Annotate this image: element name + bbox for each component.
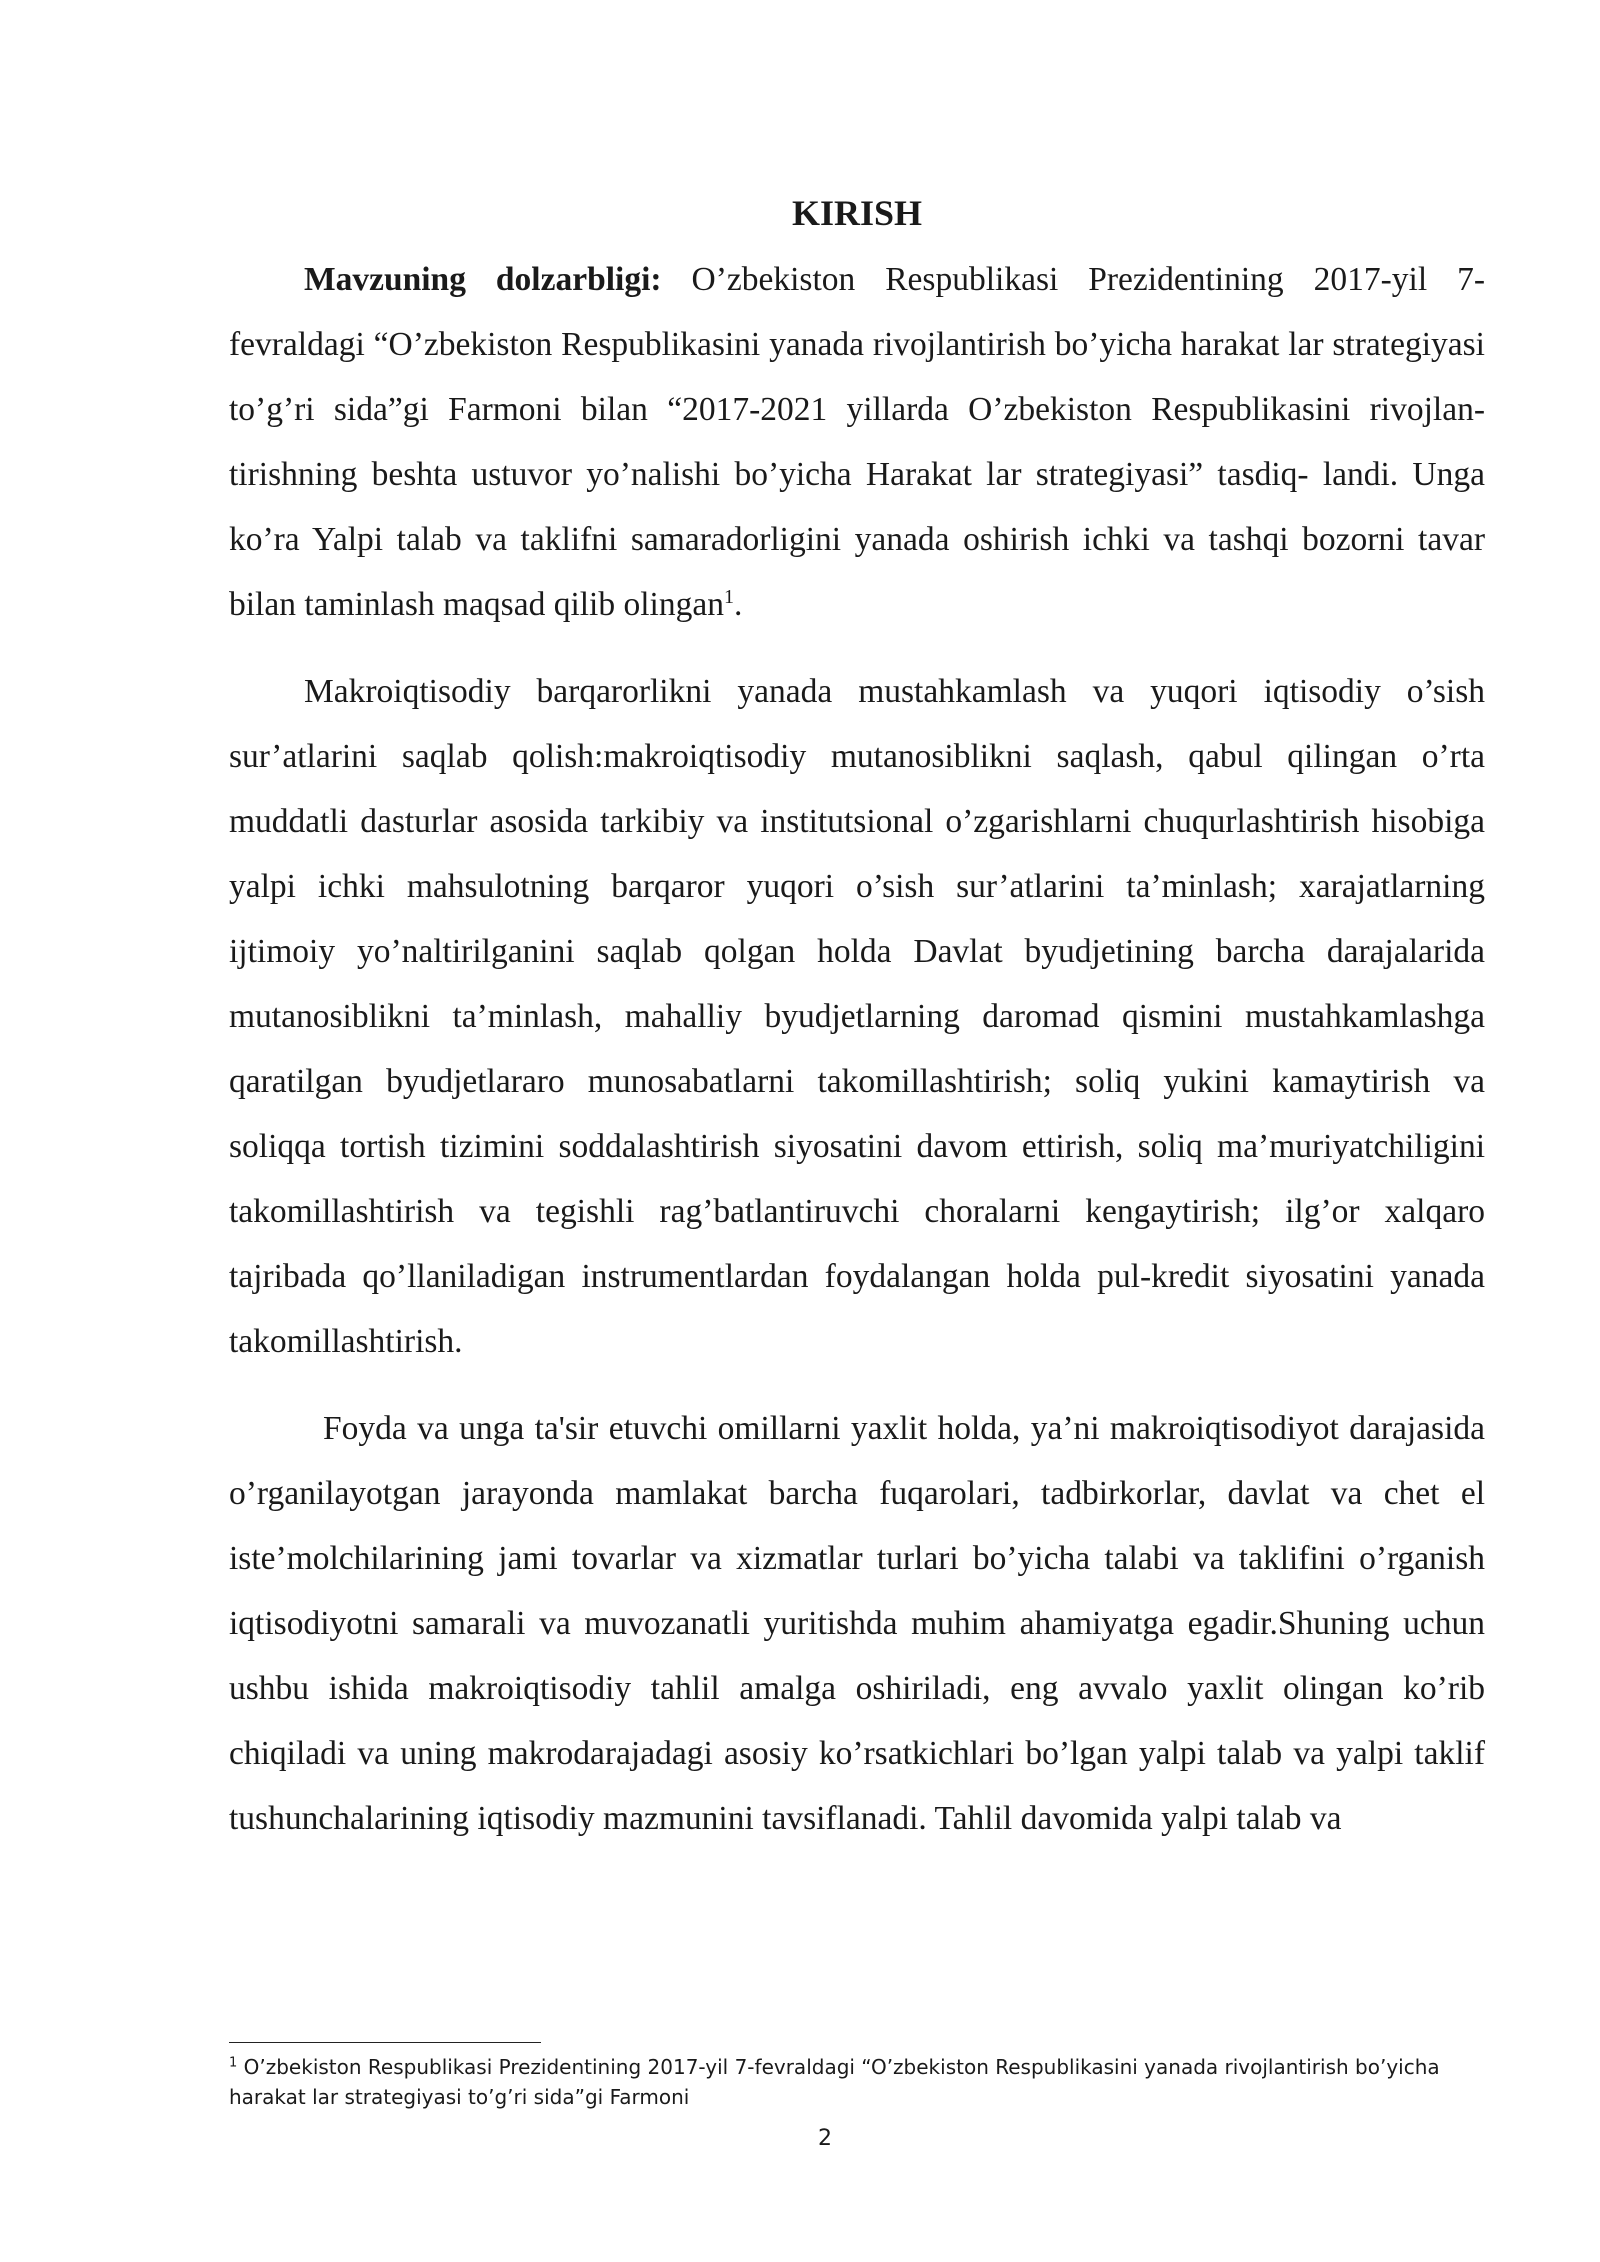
footnote-reference[interactable]: 1	[723, 585, 734, 608]
footnote-separator	[229, 2042, 541, 2043]
footnote-text: O’zbekiston Respublikasi Prezidentining 2017-yil 7-fevraldagi “O’zbekiston Respublikasini yanada rivojlantirish bo’yicha harakat lar strategiyasi to’g’ri sida”gi Farmoni	[229, 2055, 1440, 2109]
page-body	[229, 185, 1485, 1851]
paragraph-profit-factors: Foyda va unga ta'sir etuvchi omillarni yaxlit holda, ya’ni makroiqtisodiyot darajasida o’rganilayotgan jarayonda mamlakat barcha fuqarolari, tadbirkorlar, davlat va chet el iste’molchilarining jami tovarlar va xizmatlar turlari bo’yicha talabi va taklifini o’rganish iqtisodiyotni samarali va muvozanatli yuritishda muhim ahamiyatga egadir.Shuning uchun ushbu ishida makroiqtisodiy tahlil amalga oshiriladi, eng avvalo yaxlit olingan ko’rib chiqiladi va uning makrodarajadagi asosiy ko’rsatkichlari bo’lgan yalpi talab va yalpi taklif tushunchalarining iqtisodiy mazmunini tavsiflanadi. Tahlil davomida yalpi talab va	[229, 1410, 1485, 1837]
paragraph-macro-stability: Makroiqtisodiy barqarorlikni yanada mustahkamlash va yuqori iqtisodiy o’sish sur’atlarini saqlab qolish:makroiqtisodiy mutanosiblikni saqlash, qabul qilingan o’rta muddatli dasturlar asosida tarkibiy va institutsional o’zgarishlarni chuqurlashtirish hisobiga yalpi ichki mahsulotning barqaror yuqori o’sish sur’atlarini ta’minlash; xarajatlarning ijtimoiy yo’naltirilganini saqlab qolgan holda Davlat byudjetining barcha darajalarida mutanosiblikni ta’minlash, mahalliy byudjetlarning daromad qismini mustahkamlashga qaratilgan byudjetlararo munosabatlarni takomillashtirish; soliq yukini kamaytirish va soliqqa tortish tizimini soddalashtirish siyosatini davom ettirish, soliq ma’muriyatchiligini takomillashtirish va tegishli rag’batlantiruvchi choralarni kengaytirish; ilg’or xalqaro tajribada qo’llaniladigan instrumentlardan foydalangan holda pul-kredit siyosatini yanada takomillashtirish.	[229, 673, 1485, 1360]
paragraph-relevance	[229, 247, 1485, 637]
paragraph-lead: Mavzuning dolzarbligi:	[304, 261, 662, 298]
page-number: 2	[818, 2126, 832, 2151]
footnote	[229, 2052, 1485, 2112]
footnote-mark: 1	[229, 2055, 238, 2071]
paragraph-end: .	[733, 586, 743, 623]
paragraph-text: O’zbekiston Respublikasi Prezidentining 2017-yil 7-fevraldagi “O’zbekiston Respublikasini yanada rivojlantirish bo’yicha harakat lar strategiyasi to’g’ri sida”gi Farmoni bilan “2017-2021 yillarda O’zbekiston Respublikasini rivojlan- tirishning beshta ustuvor yo’nalishi bo’yicha Harakat lar strategiyasi” tasdiq- landi. Unga ko’ra Yalpi talab va taklifni samaradorligini yanada oshirish ichki va tashqi bozorni tavar bilan taminlash maqsad qilib olingan	[229, 261, 1485, 623]
section-heading: KIRISH	[791, 193, 923, 233]
